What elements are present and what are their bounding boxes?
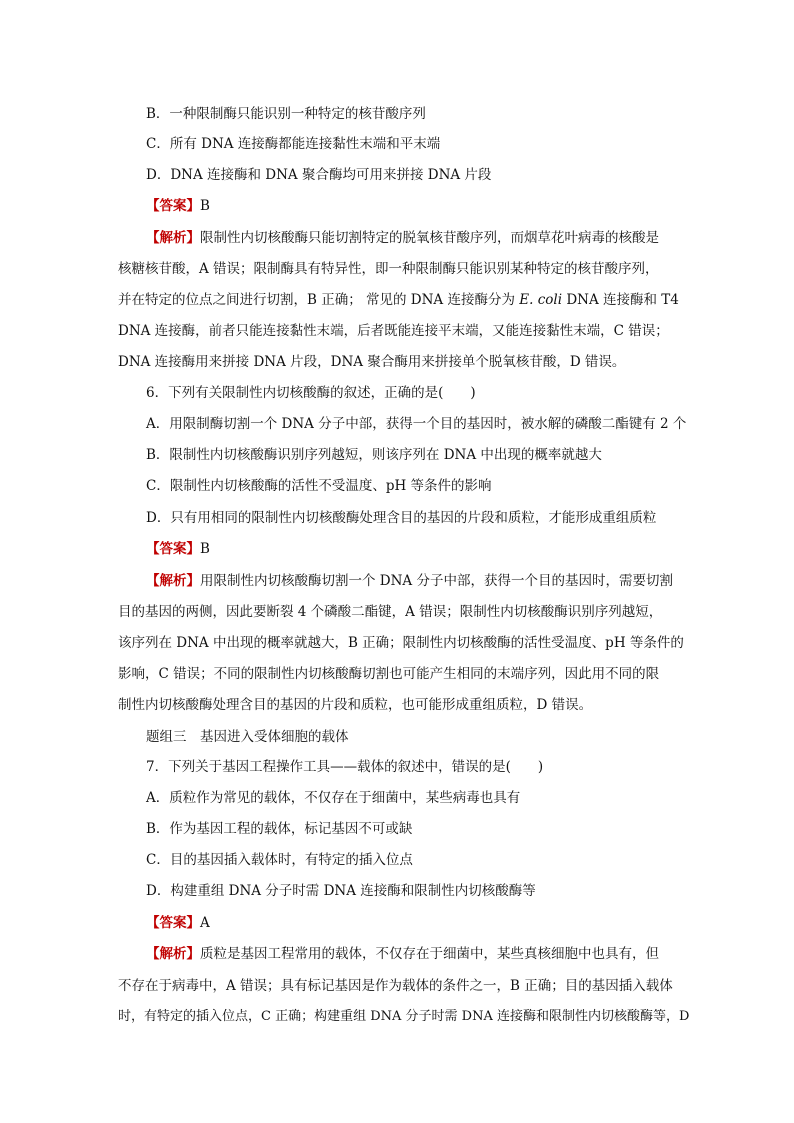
q7-analysis-line-2: 不存在于病毒中，A 错误；具有标记基因是作为载体的条件之一，B 正确；目的基因插入载体 [118,978,673,994]
q5-option-c: C．所有 DNA 连接酶都能连接黏性末端和平末端 [146,136,441,152]
q7-answer [146,913,716,933]
q5-answer [146,196,716,216]
q7-option-c: C．目的基因插入载体时，有特定的插入位点 [146,852,413,868]
q5-analysis-line-2: 核糖核苷酸，A 错误；限制酶具有特异性，即一种限制酶只能识别某种特定的核苷酸序列， [118,261,659,277]
q6-analysis-line-3: 该序列在 DNA 中出现的概率就越大，B 正确；限制性内切核酸酶的活性受温度、pH 等条件的 [118,635,684,651]
q6-analysis-line-4: 影响，C 错误；不同的限制性内切核酸酶切割也可能产生相同的末端序列，因此用不同的限 [118,666,660,682]
q5-analysis-line-4: DNA 连接酶，前者只能连接黏性末端，后者既能连接平末端，又能连接黏性末端，C 错误； [118,323,669,339]
analysis-tag: 【解析】 [146,573,200,589]
species-name: E. coli [519,292,563,308]
answer-tag: 【答案】 [146,541,200,557]
q6-analysis-line-5: 制性内切核酸酶处理含目的基因的片段和质粒，也可能形成重组质粒，D 错误。 [118,697,593,713]
q7-option-b: B．作为基因工程的载体，标记基因不可或缺 [146,821,413,837]
answer-value: A [200,915,210,931]
q5-analysis-line-3: 并在特定的位点之间进行切割，B 正确； 常见的 DNA 连接酶分为 E. coli DNA 连接酶和 T4 [118,292,679,308]
q5-option-d: D．DNA 连接酶和 DNA 聚合酶均可用来拼接 DNA 片段 [146,167,492,183]
q7-analysis-line-1: 【解析】质粒是基因工程常用的载体，不仅存在于细菌中，某些真核细胞中也具有，但 [146,946,659,962]
q6-analysis-line-1: 【解析】用限制性内切核酸酶切割一个 DNA 分子中部，获得一个目的基因时，需要切割 [146,573,673,589]
q6-stem: 6．下列有关限制性内切核酸酶的叙述，正确的是( ) [146,385,476,401]
analysis-tag: 【解析】 [146,946,200,962]
answer-tag: 【答案】 [146,915,200,931]
q6-option-b: B．限制性内切核酸酶识别序列越短，则该序列在 DNA 中出现的概率就越大 [146,447,602,463]
group-heading: 题组三 基因进入受体细胞的载体 [146,729,349,745]
answer-value: B [200,198,210,214]
q5-analysis-line-1: 【解析】限制性内切核酸酶只能切割特定的脱氧核苷酸序列，而烟草花叶病毒的核酸是 [146,230,659,246]
q6-option-d: D．只有用相同的限制性内切核酸酶处理含目的基因的片段和质粒，才能形成重组质粒 [146,510,657,526]
answer-tag: 【答案】 [146,198,200,214]
answer-value: B [200,541,210,557]
q6-answer [146,539,716,559]
q5-option-b: B．一种限制酶只能识别一种特定的核苷酸序列 [146,106,426,122]
q7-option-a: A．质粒作为常见的载体，不仅存在于细菌中，某些病毒也具有 [146,790,521,806]
q6-option-a: A．用限制酶切割一个 DNA 分子中部，获得一个目的基因时，被水解的磷酸二酯键有 2 个 [146,416,687,432]
q6-option-c: C．限制性内切核酸酶的活性不受温度、pH 等条件的影响 [146,478,492,494]
analysis-tag: 【解析】 [146,230,200,246]
q5-analysis-line-5: DNA 连接酶用来拼接 DNA 片段，DNA 聚合酶用来拼接单个脱氧核苷酸，D 错误。 [118,354,626,370]
q7-option-d: D．构建重组 DNA 分子时需 DNA 连接酶和限制性内切核酸酶等 [146,883,536,899]
q6-analysis-line-2: 目的基因的两侧，因此要断裂 4 个磷酸二酯键，A 错误；限制性内切核酸酶识别序列越短， [118,604,663,620]
q7-analysis-line-3: 时，有特定的插入位点，C 正确；构建重组 DNA 分子时需 DNA 连接酶和限制性内切核酸酶等，D [118,1009,690,1024]
q7-stem: 7．下列关于基因工程操作工具——载体的叙述中，错误的是( ) [146,759,544,775]
